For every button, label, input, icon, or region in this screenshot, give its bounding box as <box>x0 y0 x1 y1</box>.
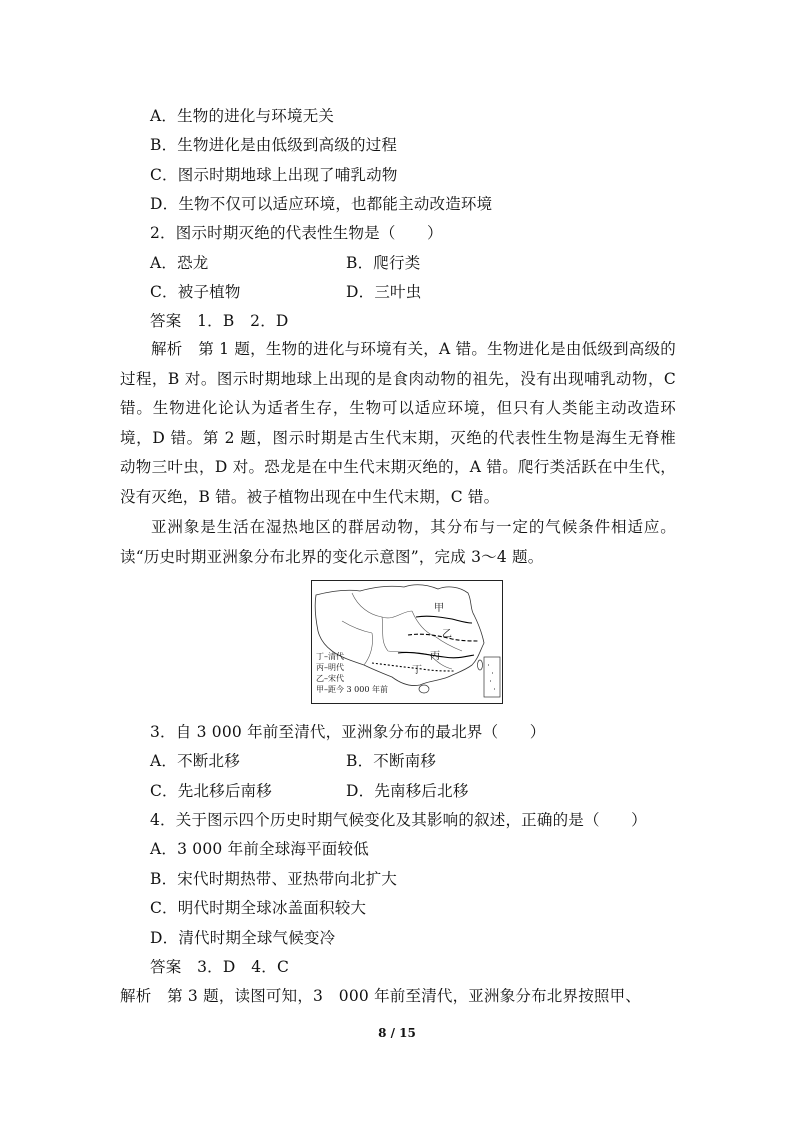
map-legend <box>316 651 388 695</box>
legend-jia: 甲–距今 3 000 年前 <box>316 685 388 694</box>
q3-options-row1 <box>150 751 437 771</box>
q2-option-b: B．爬行类 <box>346 254 421 272</box>
q1-option-c: C．图示时期地球上出现了哺乳动物 <box>150 166 398 184</box>
label-ding: 丁 <box>412 665 422 676</box>
q2-options-row2 <box>150 282 422 302</box>
q3-option-d: D．先南移后北移 <box>346 782 469 800</box>
label-bing: 丙 <box>430 651 440 662</box>
q3-options-row2 <box>150 781 469 801</box>
legend-yi: 乙–宋代 <box>316 674 344 683</box>
q2-options-row1 <box>150 253 421 273</box>
label-yi: 乙 <box>442 629 452 640</box>
q4-option-b: B．宋代时期热带、亚热带向北扩大 <box>150 870 398 888</box>
analysis-3-4: 解析 第 3 题，读图可知，3 000 年前至清代，亚洲象分布北界按照甲、 <box>120 987 641 1005</box>
answer-3-4: 答案 3．D 4．C <box>150 958 290 976</box>
intro-3-4: 亚洲象是生活在湿热地区的群居动物，其分布与一定的气候条件相适应。读“历史时期亚洲象分布北界的变化示意图”，完成 3～4 题。 <box>120 518 676 566</box>
q4-option-d: D．清代时期全球气候变冷 <box>150 929 336 947</box>
q2-option-a: A．恐龙 <box>150 254 209 272</box>
legend-bing: 丙–明代 <box>316 663 344 672</box>
q4-option-a: A．3 000 年前全球海平面较低 <box>150 840 369 858</box>
q3-option-c: C．先北移后南移 <box>150 782 272 800</box>
label-jia: 甲 <box>434 603 444 614</box>
q1-option-a: A．生物的进化与环境无关 <box>150 107 335 125</box>
asian-elephant-boundary-map <box>311 580 503 704</box>
q1-option-d: D．生物不仅可以适应环境，也都能主动改造环境 <box>150 195 493 213</box>
q1-option-b: B．生物进化是由低级到高级的过程 <box>150 136 398 154</box>
legend-ding: 丁–清代 <box>316 652 344 661</box>
q4-option-c: C．明代时期全球冰盖面积较大 <box>150 899 367 917</box>
analysis-1-2: 解析 第 1 题，生物的进化与环境有关，A 错。生物进化是由低级到高级的过程，B 对。图示时期地球上出现的是食肉动物的祖先，没有出现哺乳动物，C 错。生物进化论认为适者生存，生物可以适应环境，但只有人类能主动改造环境，D 错。第 2 题，图示时期是古生代末期，灭绝的代表性生物是海生无脊椎动物三叶虫，D 对。恐龙是在中生代末期灭绝的，A 错。爬行类活跃在中生代，没有灭绝，B 错。被子植物出现在中生代末期，C 错。 <box>120 340 676 506</box>
page-number: 8 / 15 <box>378 1026 416 1040</box>
q4-stem: 4．关于图示四个历史时期气候变化及其影响的叙述，正确的是（ ） <box>150 811 647 829</box>
q2-stem: 2．图示时期灭绝的代表性生物是（ ） <box>150 224 443 242</box>
q3-option-a: A．不断北移 <box>150 752 240 770</box>
q3-option-b: B．不断南移 <box>346 752 437 770</box>
q2-option-c: C．被子植物 <box>150 283 241 301</box>
q3-stem: 3．自 3 000 年前至清代，亚洲象分布的最北界（ ） <box>150 723 546 741</box>
q2-option-d: D．三叶虫 <box>346 283 422 301</box>
answer-1-2: 答案 1．B 2．D <box>150 312 289 330</box>
